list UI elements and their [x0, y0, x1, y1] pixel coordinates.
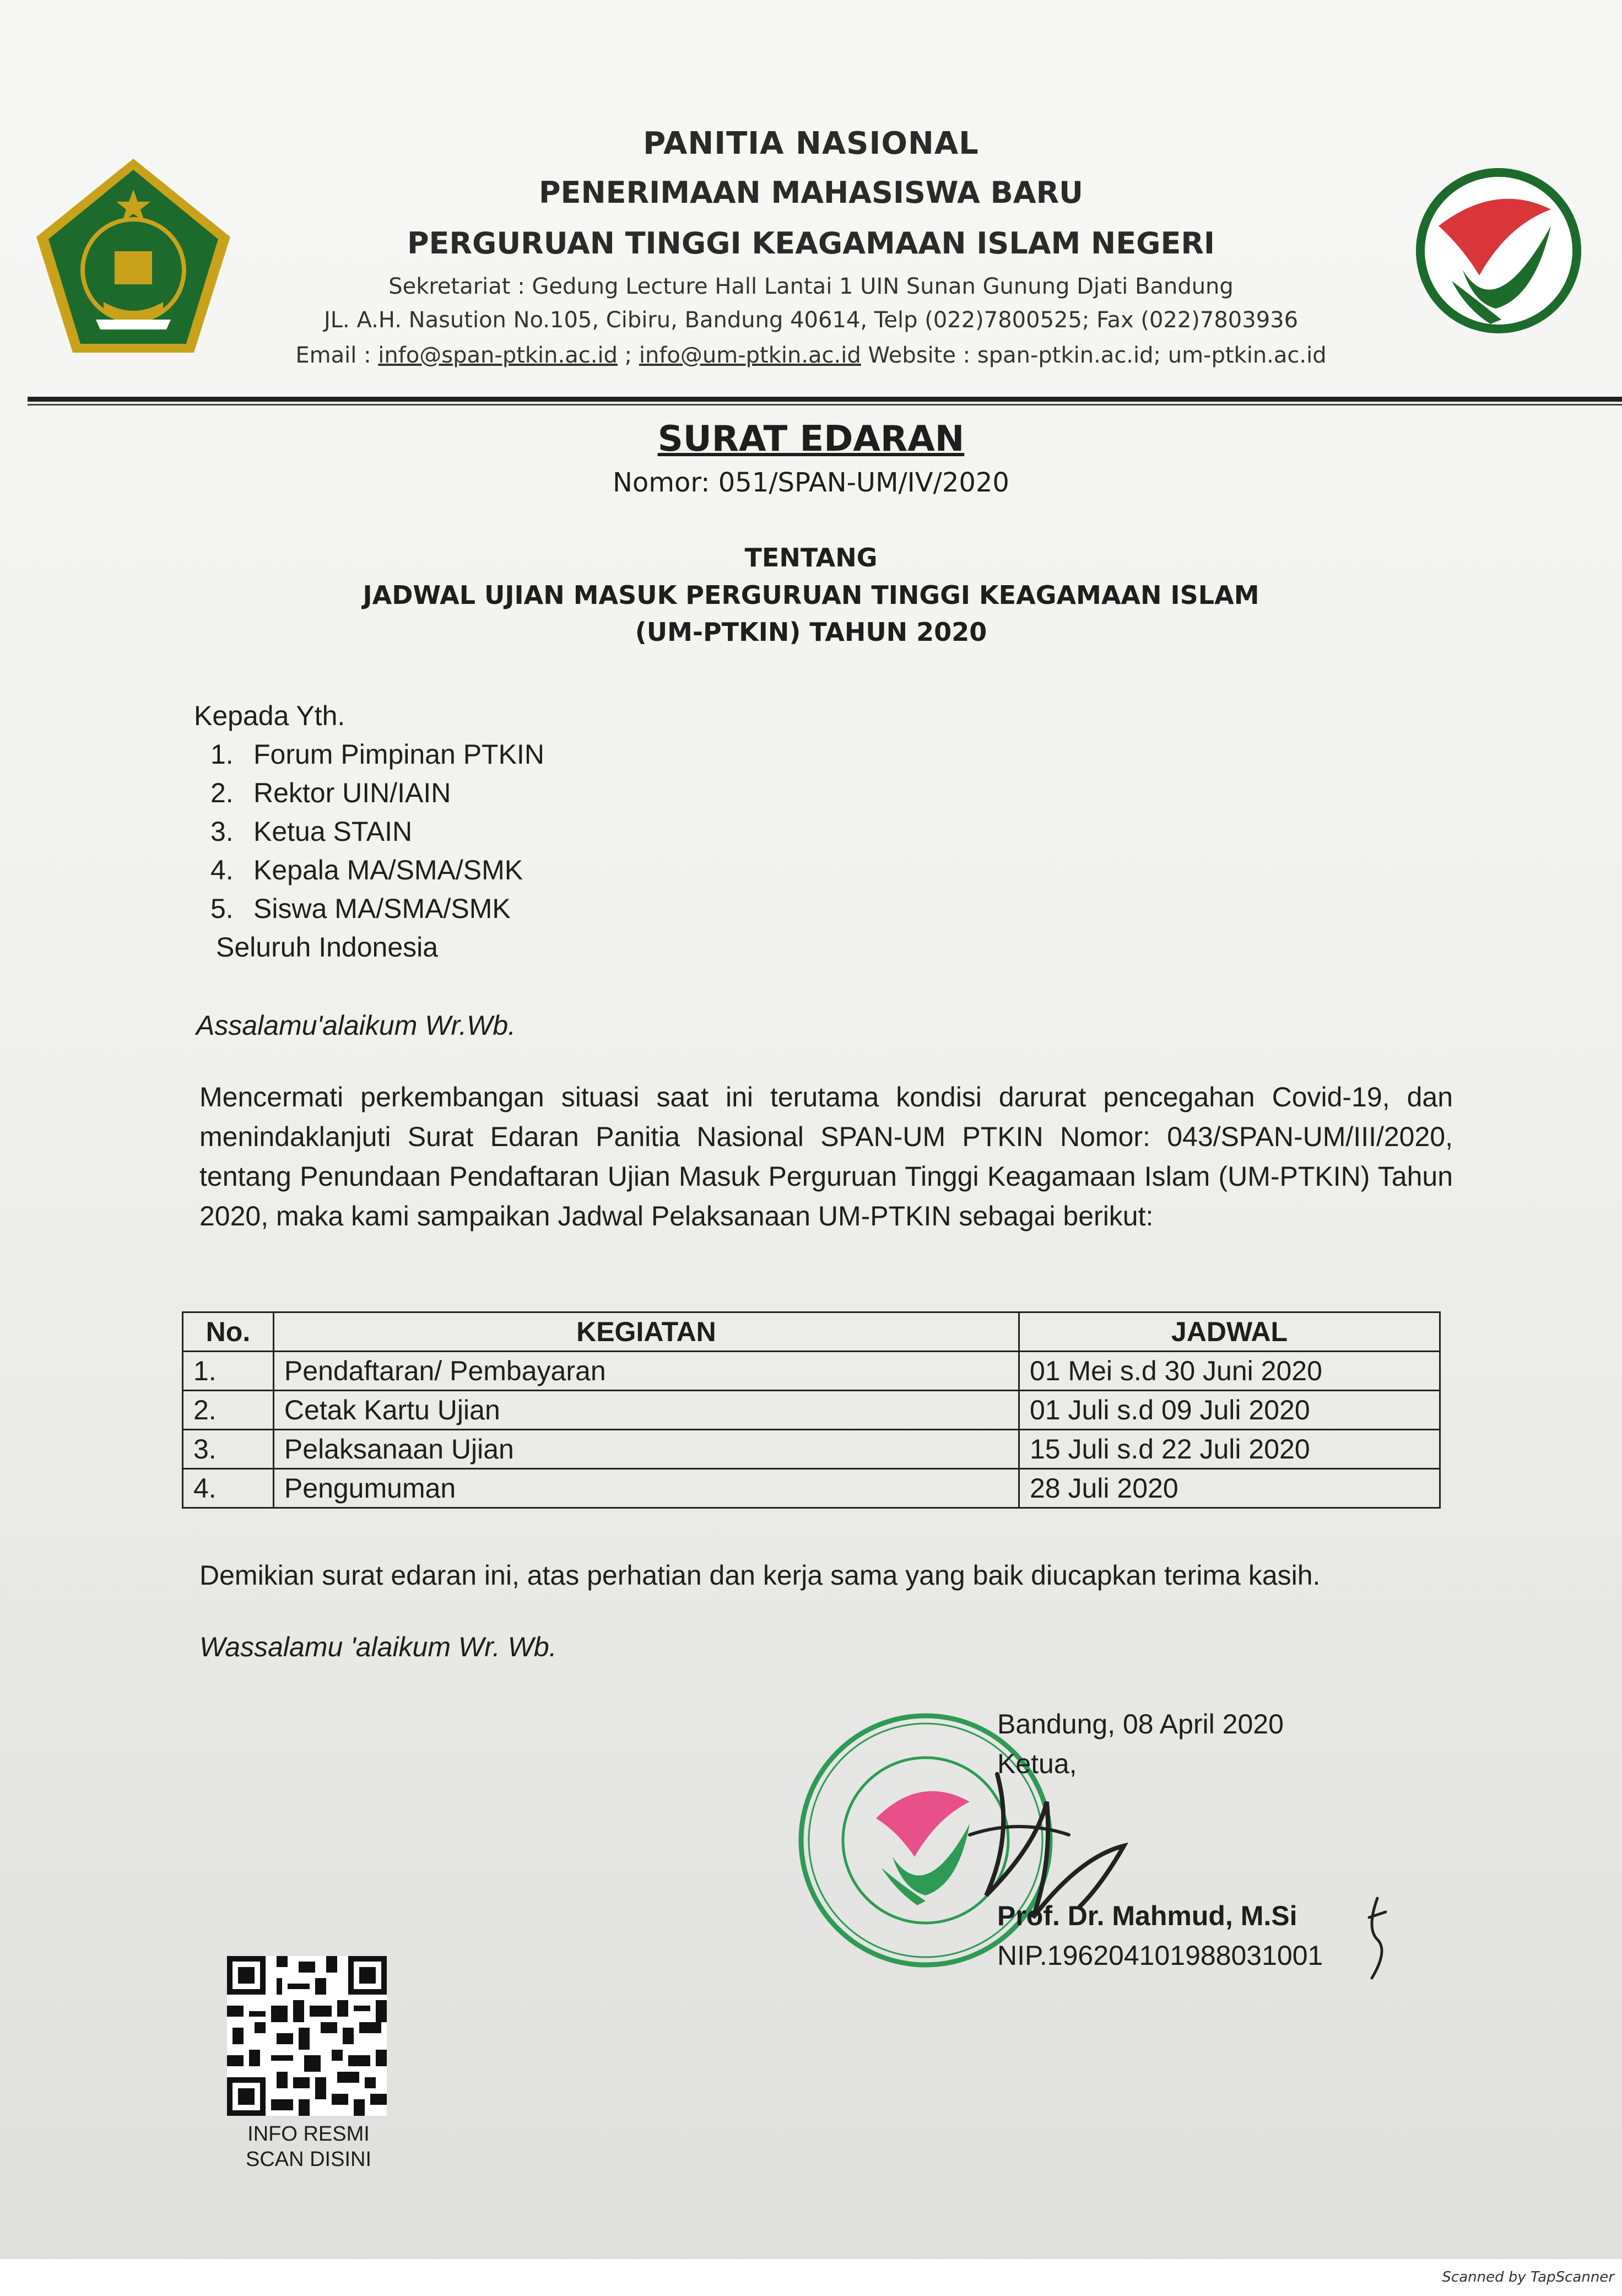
cell-kegiatan: Pengumuman — [273, 1469, 1019, 1508]
document-title: SURAT EDARAN — [657, 419, 965, 460]
recipient-number: 4. — [210, 855, 234, 885]
cell-no: 3. — [183, 1430, 274, 1469]
qr-label-2: SCAN DISINI — [245, 2148, 372, 2171]
recipient-text: Ketua STAIN — [253, 816, 413, 847]
header-jadwal: JADWAL — [1019, 1312, 1440, 1352]
letterhead-rule — [28, 397, 1622, 402]
recipient-number: 3. — [210, 816, 234, 847]
recipients-outro: Seluruh Indonesia — [216, 932, 439, 963]
signature-role: Ketua, — [997, 1748, 1077, 1779]
qr-code[interactable] — [227, 1956, 387, 2116]
schedule-table — [182, 1311, 1441, 1509]
recipient-item — [210, 854, 523, 886]
closing-salam: Wassalamu 'alaikum Wr. Wb. — [199, 1631, 557, 1662]
recipient-text: Kepala MA/SMA/SMK — [253, 855, 523, 885]
header-kegiatan: KEGIATAN — [273, 1312, 1019, 1352]
cell-jadwal: 01 Mei s.d 30 Juni 2020 — [1019, 1352, 1440, 1391]
cell-kegiatan: Pelaksanaan Ujian — [273, 1430, 1019, 1469]
initial-paraf — [1361, 1895, 1394, 1984]
cell-no: 1. — [183, 1352, 274, 1391]
letterhead-address-2: JL. A.H. Nasution No.105, Cibiru, Bandung 40614, Telp (022)7800525; Fax (022)7803936 — [323, 307, 1299, 333]
recipient-item — [210, 815, 412, 847]
email-label: Email : — [295, 343, 379, 368]
email-separator: ; — [617, 343, 639, 368]
recipient-text: Siswa MA/SMA/SMK — [253, 893, 511, 924]
letterhead-line2: PERGURUAN TINGGI KEAGAMAAN ISLAM NEGERI — [407, 226, 1215, 261]
cell-jadwal: 01 Juli s.d 09 Juli 2020 — [1019, 1391, 1440, 1430]
qr-label-1: INFO RESMI — [247, 2122, 370, 2146]
letterhead-contact — [0, 343, 1622, 368]
recipient-item — [210, 893, 511, 925]
recipient-number: 5. — [210, 893, 234, 924]
signatory-name: Prof. Dr. Mahmud, M.Si — [997, 1900, 1297, 1931]
subject-line-1: JADWAL UJIAN MASUK PERGURUAN TINGGI KEAGAMAAN ISLAM — [363, 580, 1259, 610]
cell-jadwal: 28 Juli 2020 — [1019, 1469, 1440, 1508]
table-row — [183, 1430, 1440, 1469]
table-header-row — [183, 1312, 1440, 1352]
letterhead-line1: PENERIMAAN MAHASISWA BARU — [538, 175, 1084, 210]
table-row — [183, 1391, 1440, 1430]
cell-kegiatan: Cetak Kartu Ujian — [273, 1391, 1019, 1430]
body-paragraph: Mencermati perkembangan situasi saat ini terutama kondisi darurat pencegahan Covid-19, dan menindaklanjuti Surat Edaran Panitia Nasional SPAN-UM PTKIN Nomor: 043/SPAN-UM/III/2020, tentang Penundaan Pendaftaran Ujian Masuk Perguruan Tinggi Keagamaan Islam (UM-PTKIN) Tahun 2020, maka kami sampaikan Jadwal Pelaksanaan UM-PTKIN sebagai berikut: — [199, 1082, 1453, 1231]
letterhead-title: PANITIA NASIONAL — [643, 126, 979, 161]
table-row — [183, 1469, 1440, 1508]
cell-no: 2. — [183, 1391, 274, 1430]
email-link-um[interactable]: info@um-ptkin.ac.id — [639, 343, 861, 368]
recipient-text: Rektor UIN/IAIN — [253, 777, 451, 808]
letterhead-rule-thin — [28, 404, 1622, 406]
subject-line-2: (UM-PTKIN) TAHUN 2020 — [635, 617, 987, 647]
recipient-text: Forum Pimpinan PTKIN — [253, 739, 544, 770]
letterhead-address-1: Sekretariat : Gedung Lecture Hall Lantai 1 UIN Sunan Gunung Djati Bandung — [388, 274, 1234, 299]
signatory-nip: NIP.196204101988031001 — [997, 1940, 1323, 1971]
email-link-span[interactable]: info@span-ptkin.ac.id — [378, 343, 618, 368]
recipient-number: 2. — [210, 777, 234, 808]
scanner-watermark: Scanned by TapScanner — [1442, 2269, 1614, 2286]
header-no: No. — [183, 1312, 274, 1352]
document-number: Nomor: 051/SPAN-UM/IV/2020 — [613, 467, 1009, 498]
table-row — [183, 1352, 1440, 1391]
subject-keyword: TENTANG — [744, 543, 878, 572]
recipients-intro: Kepada Yth. — [194, 700, 345, 731]
recipient-item — [210, 777, 451, 809]
cell-kegiatan: Pendaftaran/ Pembayaran — [273, 1352, 1019, 1391]
cell-jadwal: 15 Juli s.d 22 Juli 2020 — [1019, 1430, 1440, 1469]
greeting: Assalamu'alaikum Wr.Wb. — [196, 1010, 516, 1041]
recipient-number: 1. — [210, 739, 234, 770]
scan-footer-band — [0, 2259, 1622, 2296]
website-text: Website : span-ptkin.ac.id; um-ptkin.ac.id — [861, 343, 1327, 368]
cell-no: 4. — [183, 1469, 274, 1508]
recipient-item — [210, 738, 544, 770]
closing-text: Demikian surat edaran ini, atas perhatian dan kerja sama yang baik diucapkan terima kasih. — [199, 1560, 1321, 1591]
signature-place-date: Bandung, 08 April 2020 — [997, 1709, 1284, 1739]
